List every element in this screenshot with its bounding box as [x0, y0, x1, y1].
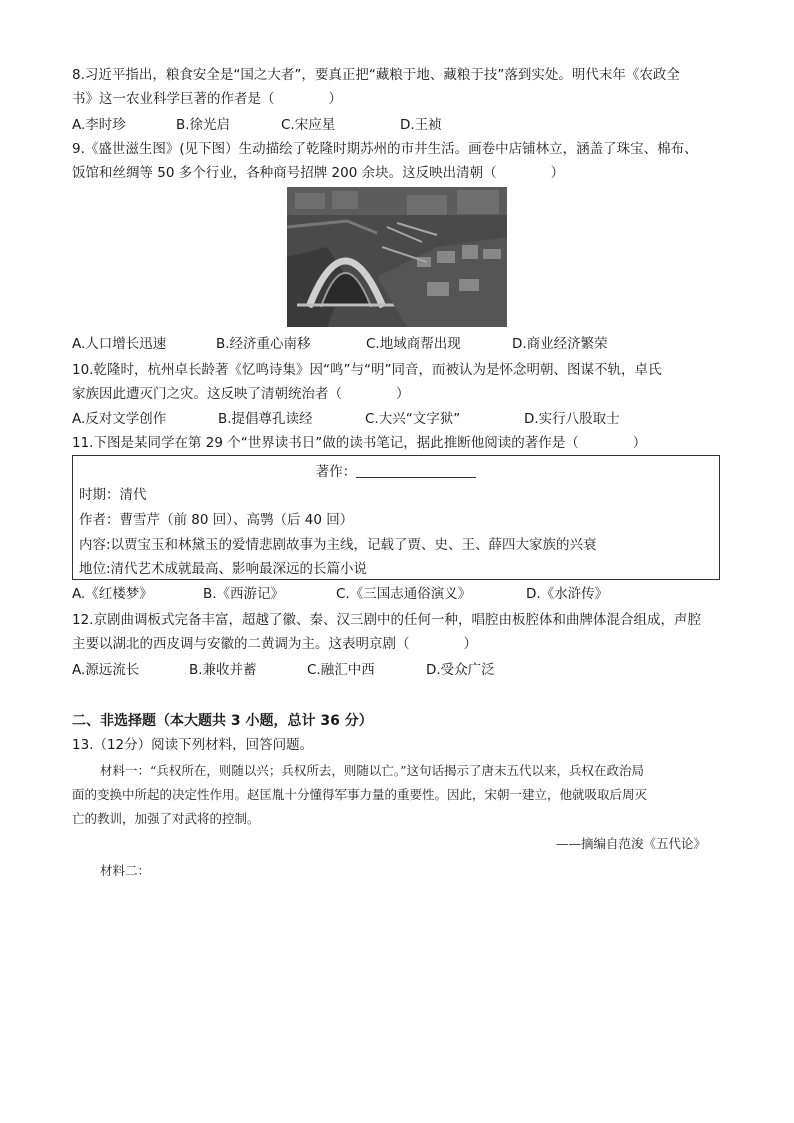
shengshi-zisheng-painting: [287, 187, 507, 327]
q12-stem-line1: 12.京剧曲调板式完备丰富，超越了徽、秦、汉三剧中的任何一种，唱腔由板腔体和曲牌体混合组成，声腔: [72, 612, 701, 628]
material1-line1: 材料一：“兵权所在，则随以兴；兵权所去，则随以亡。”这句话揭示了唐末五代以来，兵权在政治局: [100, 763, 645, 778]
q8-option-b[interactable]: B.徐光启: [176, 117, 231, 133]
q12-option-d[interactable]: D.受众广泛: [426, 662, 495, 678]
q10-options: [72, 410, 722, 428]
q13-intro: 13.（12分）阅读下列材料，回答问题。: [72, 737, 314, 753]
note-status: 地位:清代艺术成就最高、影响最深远的长篇小说: [79, 561, 368, 577]
q11-options: [72, 585, 722, 603]
q11-stem: 11.下图是某同学在第 29 个“世界读书日”做的读书笔记，据此推断他阅读的著作是（ ）: [72, 435, 647, 451]
q9-option-d[interactable]: D.商业经济繁荣: [512, 336, 608, 352]
q11-option-c[interactable]: C.《三国志通俗演义》: [336, 586, 472, 602]
note-title-blank: [356, 463, 476, 478]
q9-option-c[interactable]: C.地域商帮出现: [366, 336, 461, 352]
q10-stem-line2: 家族因此遭灭门之灾。这反映了清朝统治者（ ）: [72, 386, 410, 402]
q12-option-a[interactable]: A.源远流长: [72, 662, 140, 678]
q9-stem-line2: 饭馆和丝绸等 50 多个行业，各种商号招牌 200 余块。这反映出清朝（ ）: [72, 165, 565, 181]
q9-option-b[interactable]: B.经济重心南移: [216, 336, 311, 352]
q8-stem-line2: 书》这一农业科学巨著的作者是（ ）: [72, 91, 342, 107]
q8-option-a[interactable]: A.李时珍: [72, 117, 126, 133]
note-title-row: [73, 460, 719, 480]
q12-stem-line2: 主要以湖北的西皮调与安徽的二黄调为主。这表明京剧（ ）: [72, 636, 477, 652]
q12-option-b[interactable]: B.兼收并蓄: [189, 662, 257, 678]
q10-option-b[interactable]: B.提倡尊孔读经: [218, 411, 313, 427]
q11-option-b[interactable]: B.《西游记》: [203, 586, 285, 602]
q10-stem-line1: 10.乾隆时，杭州卓长龄著《忆鸣诗集》因“鸣”与“明”同音，而被认为是怀念明朝、图谋不轨，卓氏: [72, 362, 662, 378]
q8-option-c[interactable]: C.宋应星: [281, 117, 336, 133]
material1-line3: 亡的教训，加强了对武将的控制。: [72, 811, 260, 826]
q10-option-a[interactable]: A.反对文学创作: [72, 411, 167, 427]
reading-note-box: [72, 455, 720, 580]
q11-option-d[interactable]: D.《水浒传》: [526, 586, 609, 602]
material1-line2: 面的变换中所起的决定性作用。赵匡胤十分懂得军事力量的重要性。因此，宋朝一建立，他就吸取后周灭: [72, 787, 648, 802]
note-content: 内容:以贾宝玉和林黛玉的爱情悲剧故事为主线，记载了贾、史、王、薛四大家族的兴衰: [79, 537, 597, 553]
material2-label: 材料二：: [100, 863, 151, 878]
q8-options: [72, 116, 722, 134]
material1-source: ——摘编自范浚《五代论》: [556, 836, 707, 851]
note-period: 时期：清代: [79, 487, 147, 503]
q8-option-d[interactable]: D.王祯: [400, 117, 442, 133]
note-author: 作者：曹雪芹（前 80 回）、高鹗（后 40 回）: [79, 512, 354, 528]
q12-options: [72, 661, 722, 679]
note-title-label: 著作：: [315, 464, 357, 480]
q10-option-d[interactable]: D.实行八股取士: [524, 411, 620, 427]
q10-option-c[interactable]: C.大兴“文字狱”: [365, 411, 461, 427]
painting-illustration: [287, 187, 507, 327]
section-heading: 二、非选择题（本大题共 3 小题，总计 36 分）: [72, 713, 373, 729]
q11-option-a[interactable]: A.《红楼梦》: [72, 586, 153, 602]
q9-stem-line1: 9.《盛世滋生图》(见下图）生动描绘了乾隆时期苏州的市井生活。画卷中店铺林立，涵盖了珠宝、棉布、: [72, 141, 698, 157]
q8-stem-line1: 8.习近平指出，粮食安全是“国之大者”，要真正把“藏粮于地、藏粮于技”落到实处。明代末年《农政全: [72, 67, 680, 83]
q12-option-c[interactable]: C.融汇中西: [307, 662, 375, 678]
q9-options: [72, 335, 722, 353]
q9-option-a[interactable]: A.人口增长迅速: [72, 336, 167, 352]
